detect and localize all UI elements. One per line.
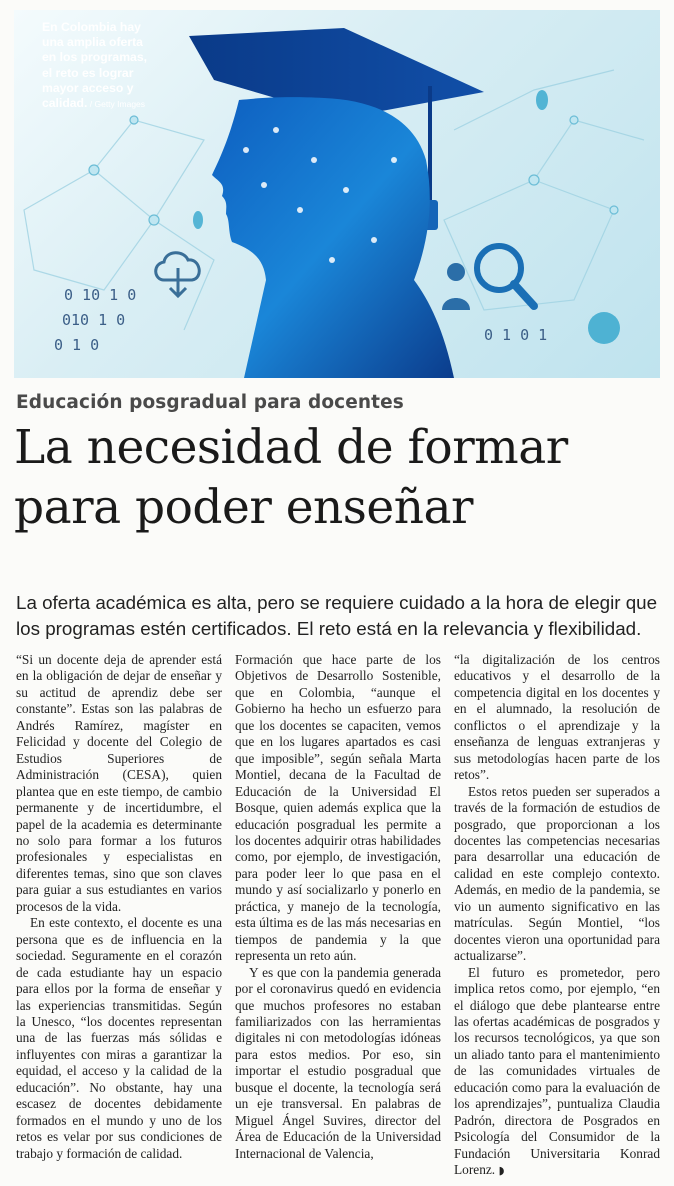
paragraph: Y es que con la pandemia generada por el coronavirus quedó en evidencia que muchos profesores no estaban familiarizados con las herramientas digitales ni con metodologías idóneas para estos medios. Por eso, sin importar el estudio posgradual que busque el docente, la tecnología será un eje transversal. En palabras de Miguel Ángel Suvires, director del Área de Educación de la Universidad Internacional de Valencia, (235, 964, 441, 1161)
head-silhouette (212, 97, 454, 378)
paragraph: En este contexto, el docente es una persona que es de influencia en la sociedad. Seguramente en el corazón de cada estudiante hay un espacio para ellos por la forma de enseñar y las experiencias transmitidas. Según la Unesco, “los docentes representan una de las fuerzas más sólidas e influyentes con miras a garantizar la equidad, el acceso y la calidad de la educación”. No obstante, hay una escasez de docentes debidamente formados en el mundo y uno de los retos es velar por sus condiciones de trabajo y formación de calidad. (16, 915, 222, 1161)
article-column-2 (235, 652, 441, 1182)
article-column-3 (454, 652, 660, 1182)
headline-line-1: La necesidad de formar (14, 420, 568, 475)
end-of-article-icon: ◗ (495, 1164, 505, 1178)
binary-row: 010 1 0 (62, 311, 126, 329)
paragraph-text: El futuro es prometedor, pero implica retos como, por ejemplo, “en el diálogo que debe plantearse entre las ofertas académicas de posgrados y los recursos tecnológicos, ya que son un aliado tanto para el mantenimiento de las comunidades virtuales de educación como para la evaluación de los aprendizajes”, puntualiza Claudia Padrón, directora de Posgrados en Psicología del Consumidor de la Fundación Universitaria Konrad Lorenz. (454, 964, 660, 1178)
headline (14, 418, 664, 538)
deck-summary: La oferta académica es alta, pero se requiere cuidado a la hora de elegir que los programas estén certificados. El reto está en la relevancia y flexibilidad. (16, 592, 658, 639)
magnifier-icon (477, 246, 534, 306)
caption-text: En Colombia hay una amplia oferta en los programas, el reto es lograr mayor acceso y calidad. (42, 20, 147, 111)
paragraph: Formación que hace parte de los Objetivos de Desarrollo Sostenible, que en Colombia, “aunque el Gobierno ha hecho un esfuerzo para que los docentes se capaciten, vemos que en los lugares apartados es casi que imposible”, según señala Marta Montiel, decana de la Facultad de Educación de la Universidad El Bosque, quien además explica que la educación posgradual les permite a los docentes adquirir otras habilidades como, por ejemplo, de investigación, para poder leer lo que pasa en el mundo y así socializarlo y ponerlo en práctica, y manejo de la tecnología, esta última es de las más necesarias en tiempos de pandemia y la que representa un reto aún. (235, 652, 441, 964)
paragraph: Estos retos pueden ser superados a través de la formación de estudios de posgrado, que proporcionan a los docentes las competencias necesarias para desarrollar una educación de calidad en este complejo contexto. Además, en medio de la pandemia, se vio un aumento significativo en las matrículas. Según Montiel, “los docentes vieron una oportunidad para actualizarse”. (454, 783, 660, 964)
headline-line-2: para poder enseñar (14, 480, 474, 535)
article-column-1 (16, 652, 222, 1182)
paragraph: “Si un docente deja de aprender está en la obligación de dejar de enseñar y su actitud de aprendiz debe ser constante”. Estas son las palabras de Andrés Ramírez, magíster en Felicidad y docente del Colegio de Estudios Superiores de Administración (CESA), quien plantea que en este tiempo, de cambio permanente y de incertidumbre, el papel de la academia es determinante no solo para formar a los futuros profesionales y especialistas en diferentes temas, sino que son claves para guiar a sus estudiantes en varios procesos de la vida. (16, 652, 222, 914)
hero-illustration (14, 10, 660, 378)
section-kicker: Educación posgradual para docentes (16, 392, 404, 413)
paragraph-last (454, 965, 660, 1180)
photo-credit: / Getty Images (87, 99, 146, 110)
binary-row: 0 1 0 (54, 336, 100, 354)
binary-row: 0 10 1 0 (64, 286, 137, 304)
photo-caption (42, 20, 160, 112)
paragraph: “la digitalización de los centros educativos y el desarrollo de la competencia digital en los docentes y en el alumnado, la resolución de conflictos o el aprendizaje y la enseñanza de lenguas extranjeras y sus metodologías hacen parte de los retos”. (454, 652, 660, 783)
cloud-download-icon (156, 253, 200, 296)
binary-row: 0 1 0 1 (484, 326, 548, 344)
